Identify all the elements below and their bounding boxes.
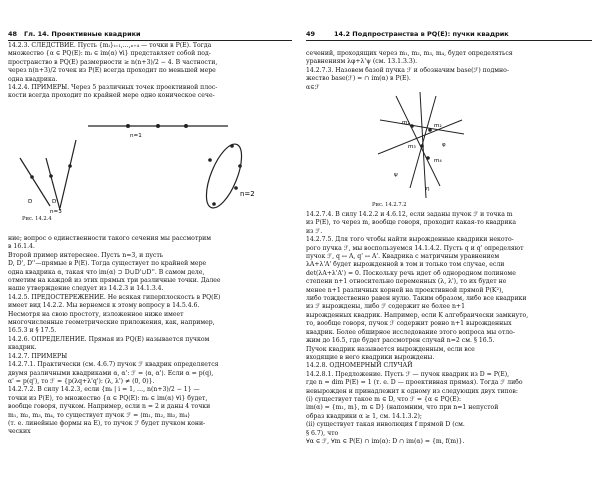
text-line: ние; вопрос о единственности такого сечения мы рассмотрим <box>8 235 212 242</box>
point-m3 <box>420 144 424 148</box>
text-line: Второй пример интереснее. Пусть n=3, и пусть <box>8 251 164 259</box>
text-line: 14.2.6. ОПРЕДЕЛЕНИЕ. Прямая из PQ(E) называется пучком <box>8 335 210 343</box>
line <box>396 96 440 186</box>
label-m2: m₂ <box>434 123 442 129</box>
conic-ellipse <box>199 140 249 213</box>
text-line: вообще говоря, пучком. Например, если n = 2 и даны 4 точки <box>8 403 211 411</box>
text-line: 14.2.7.4. В силу 14.2.2 и 4.6.12, если заданы пучок ℱ и точка m <box>306 211 513 218</box>
text-line: im(α) = {m₁, m}, m ∈ D} (напомним, что при n=1 непустой <box>306 404 499 412</box>
point <box>30 175 34 179</box>
text-line: ческих <box>8 428 31 436</box>
text-line: степени n+1 относительно переменных (λ, λ'), то их будет не <box>306 278 507 286</box>
point <box>238 164 242 168</box>
label-n3: n=3 <box>50 209 62 215</box>
right-page-number: 49 <box>306 30 316 38</box>
text-line: уравнениям λφ+λ'ψ (см. 13.1.3.3). <box>306 58 418 66</box>
point <box>208 158 212 162</box>
text-line: то, вообще говоря, пучок ℱ содержит ровно n+1 вырожденных <box>306 320 512 328</box>
point <box>68 164 72 168</box>
text-line: в 16.1.4. <box>8 243 35 251</box>
label-psi: ψ <box>394 172 398 178</box>
text-line: Несмотря на свою простоту, изложенное ниже имеет <box>8 310 184 318</box>
text-line: имеет вид 14.2.2. Мы вернемся к этому вопросу в 14.5.4.6. <box>8 302 200 310</box>
text-line: из ℱ. <box>306 227 323 235</box>
text-line: точки из P(E), то множество {α ∈ PQ(E): mᵢ ∈ im(α) ∀i} будет, <box>8 394 208 402</box>
left-page-number: 48 <box>8 30 18 38</box>
point-m2 <box>428 128 432 132</box>
text-line: вырожденных квадрик. Например, если K алгебраически замкнуто, <box>306 311 529 319</box>
text-line: многочисленные геометрические приложения, как, например, <box>8 319 215 327</box>
text-line: квадрик. <box>8 344 37 352</box>
label-D: D <box>28 199 33 205</box>
text-line: одна квадрика. <box>8 75 58 83</box>
text-line: из P(E), то через m, вообще говоря, проходит какая-то квадрика <box>306 219 517 227</box>
left-text-block-1 <box>8 42 217 101</box>
text-line: множество {α ∈ PQ(E): mᵢ ∈ im(α) ∀i} представляет собой под- <box>8 50 211 58</box>
figure-caption-right: Рис. 14.2.7.2 <box>372 202 407 208</box>
point <box>234 186 238 190</box>
label-eta: η <box>426 186 430 192</box>
text-line: λA+λ'A' будет вырожденной в том и только том случае, если <box>306 261 505 269</box>
text-line: через n(n+3)/2 точек из P(E) всегда проходит по меньшей мере <box>8 67 216 75</box>
text-line: det(λA+λ'A') = 0. Поскольку речь идет об однородном полиноме <box>306 269 516 277</box>
text-line: 14.2.8.1. Предложение. Пусть ℱ — пучок квадрик из D = P(E), <box>306 370 510 378</box>
text-line: m₁, m₂, m₃, m₄, то существует пучок ℱ = ⟨m₁, m₂, m₃, m₄⟩ <box>8 411 190 419</box>
text-line: входящие в него квадрики вырождены. <box>306 353 435 361</box>
text-line: жество base(ℱ) = ∩ im(α) в P(E). <box>306 75 411 83</box>
figure-caption-left: Рис. 14.2.4 <box>22 216 52 222</box>
right-page <box>300 0 600 482</box>
text-line: 14.2.3. СЛЕДСТВИЕ. Пусть {mᵢ}ᵢ₌₁,…,ₙ₊₄ — точки в P(E). Тогда <box>8 42 212 49</box>
point-m4 <box>426 156 430 160</box>
figure-14-2-4 <box>18 100 258 215</box>
text-line: сечений, проходящих через m₁, m₂, m₃, m₄, будет определяться <box>306 50 513 57</box>
text-line: образ квадрики α ≥ 1, см. 14.1.3.2); <box>306 412 422 420</box>
label-n1: n=1 <box>130 133 142 139</box>
text-line: 14.2.7.5. Для того чтобы найти вырожденные квадрики некото- <box>306 236 514 244</box>
text-line: (ii) существует такая инволюция f прямой D (см. <box>306 421 465 429</box>
text-line: 14.2.7. ПРИМЕРЫ <box>8 352 68 360</box>
text-line: невырожден и принадлежит к одному из следующих двух типов: <box>306 387 518 395</box>
text-line: пучок ℱ, q ↔ A, q' ↔ A'. Квадрика с матричным уравнением <box>306 253 500 261</box>
text-line: 14.2.7.1. Практически (см. 4.6.7) пучок ℱ квадрик определяется <box>8 361 219 369</box>
label-m1: m₁ <box>402 120 410 126</box>
text-line: α∈ℱ <box>306 83 320 91</box>
left-header-rule <box>8 40 292 41</box>
text-line: кости всегда проходит по крайней мере одно коническое сече- <box>8 92 215 100</box>
text-line: отметим на каждой из этих прямых три различные точки. Далее <box>8 277 221 285</box>
text-line: ∀α ∈ ℱ, ∀m ∈ P(E) ∩ im(α): D ∩ im(α) = {m, f(m)}. <box>306 437 465 445</box>
point <box>126 124 130 128</box>
text-line: 14.2.4. ПРИМЕРЫ. Через 5 различных точек проективной плос- <box>8 84 218 92</box>
text-line: рого пучка ℱ, мы воспользуемся 14.1.4.2. Пусть q и q' определяют <box>306 244 524 252</box>
point <box>156 124 160 128</box>
line <box>378 120 462 154</box>
point <box>230 144 234 148</box>
text-line: квадрик. Более обширное исследование этого вопроса мы отло- <box>306 328 515 336</box>
left-running-head: Гл. 14. Проективные квадрики <box>24 30 141 38</box>
text-line: 14.2.5. ПРЕДОСТЕРЕЖЕНИЕ. Не всякая гиперплоскость в PQ(E) <box>8 293 221 301</box>
right-text-block-1 <box>306 50 513 92</box>
text-line: двумя различными квадриками α, α': ℱ = ⟨α, α'⟩. Если α = p(q), <box>8 369 214 377</box>
label-m4: m₄ <box>434 158 442 164</box>
text-line: α' = p(q'), то ℱ = {p(λq+λ'q'): (λ, λ') ≠ (0, 0)}. <box>8 377 155 385</box>
point <box>184 124 188 128</box>
label-n2: n=2 <box>240 190 255 198</box>
text-line: D, D', D''—прямые в P(E). Тогда существует по крайней мере <box>8 260 207 268</box>
text-line: пространство в PQ(E) размерности ≥ n(n+3)/2 − 4. В частности, <box>8 58 218 66</box>
text-line: 14.2.7.2. В силу 14.2.3, если {mᵢ | i = 1, …, n(n+3)/2 − 1} — <box>8 386 200 394</box>
text-line: из ℱ вырождены, либо ℱ содержит не более n+1 <box>306 303 465 311</box>
text-line: 16.5.3 и § 17.5. <box>8 327 57 335</box>
text-line: (i) существует такое m ∈ D, что ℱ = {α ∈ PQ(E): <box>306 395 462 403</box>
text-line: § 6.7), что <box>306 429 339 437</box>
right-text-block-2 <box>306 211 528 446</box>
label-m3: m₃ <box>408 144 416 150</box>
point-m1 <box>410 124 414 128</box>
right-running-head: 14.2 Подпространства в PQ(E): пучки квадрик <box>334 30 509 38</box>
text-line: 14.2.7.3. Назовем базой пучка ℱ и обозначим base(ℱ) подмно- <box>306 66 509 74</box>
text-line: (т. е. линейные формы на E), то пучок ℱ будет пучком кони- <box>8 419 206 427</box>
point <box>49 174 53 178</box>
text-line: менее n+1 различных корней на проективной прямой P(K²), <box>306 286 504 294</box>
label-Dprime: D' <box>52 199 58 205</box>
text-line: Пучок квадрик называется вырожденным, если все <box>306 345 475 353</box>
figure-14-2-7-2 <box>376 90 466 200</box>
text-line: 14.2.8. ОДНОМЕРНЫЙ СЛУЧАЙ <box>306 362 413 370</box>
text-line: жим до 16.5, где будет рассмотрен случай n=2 см. § 16.5. <box>306 337 495 345</box>
line-D <box>20 158 50 206</box>
point <box>212 202 216 206</box>
text-line: либо тождественно равен нулю. Таким образом, либо все квадрики <box>306 295 527 303</box>
text-line: наше утверждение следует из 14.2.3 и 14.1.3.4. <box>8 285 164 293</box>
text-line: где n = dim P(E) = 1 (т. е. D — проективная прямая). Тогда ℱ либо <box>306 379 523 387</box>
text-line: одна квадрика α, такая что im(α) ⊃ D∪D'∪D''. В самом деле, <box>8 268 205 276</box>
label-phi: φ <box>442 142 446 148</box>
line-D2 <box>60 140 76 208</box>
left-text-block-2 <box>8 235 221 437</box>
right-header-rule <box>306 40 592 41</box>
